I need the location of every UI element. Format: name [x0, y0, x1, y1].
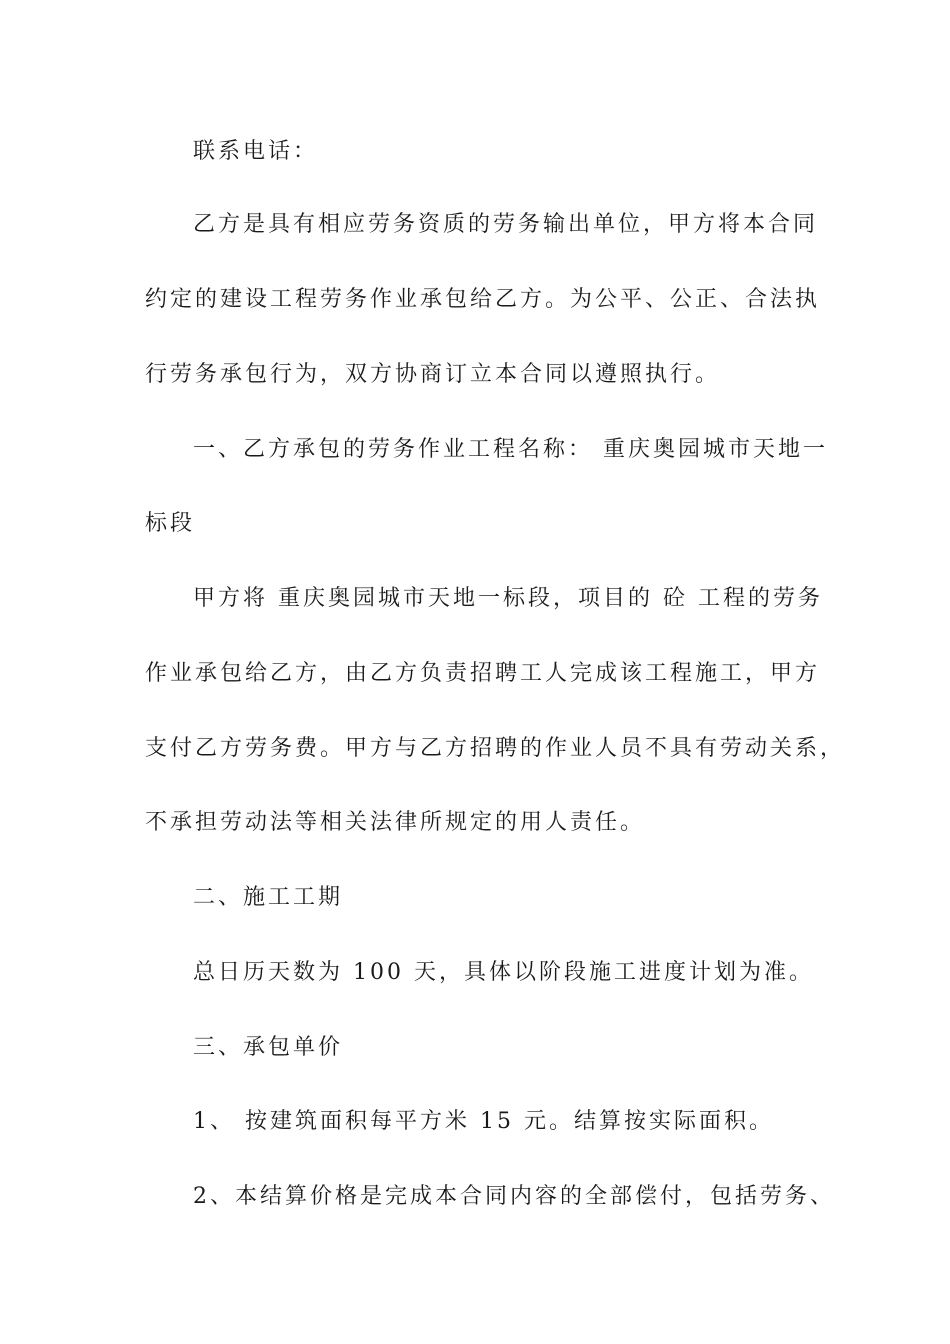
section-heading-2: 二、施工工期: [193, 885, 344, 910]
paragraph-line: 作业承包给乙方，由乙方负责招聘工人完成该工程施工，甲方: [145, 661, 821, 686]
paragraph-line: 乙方是具有相应劳务资质的劳务输出单位，甲方将本合同: [193, 212, 819, 237]
section-heading-3: 三、承包单价: [193, 1035, 344, 1060]
paragraph-line: 总日历天数为 100 天，具体以阶段施工进度计划为准。: [193, 960, 814, 985]
contact-phone-line: 联系电话：: [193, 139, 319, 164]
paragraph-line: 支付乙方劳务费。甲方与乙方招聘的作业人员不具有劳动关系，: [145, 736, 846, 761]
list-item: 1、 按建筑面积每平方米 15 元。结算按实际面积。: [193, 1109, 774, 1134]
paragraph-line: 行劳务承包行为，双方协商订立本合同以遵照执行。: [145, 362, 721, 387]
paragraph-line: 不承担劳动法等相关法律所规定的用人责任。: [145, 810, 646, 835]
paragraph-line: 甲方将 重庆奥园城市天地一标段，项目的 砼 工程的劳务: [193, 586, 823, 611]
paragraph-line: 标段: [145, 511, 196, 536]
list-item: 2、本结算价格是完成本合同内容的全部偿付，包括劳务、: [193, 1184, 835, 1209]
section-heading-1: 一、乙方承包的劳务作业工程名称： 重庆奥园城市天地一: [193, 437, 828, 462]
paragraph-line: 约定的建设工程劳务作业承包给乙方。为公平、公正、合法执: [145, 287, 821, 312]
